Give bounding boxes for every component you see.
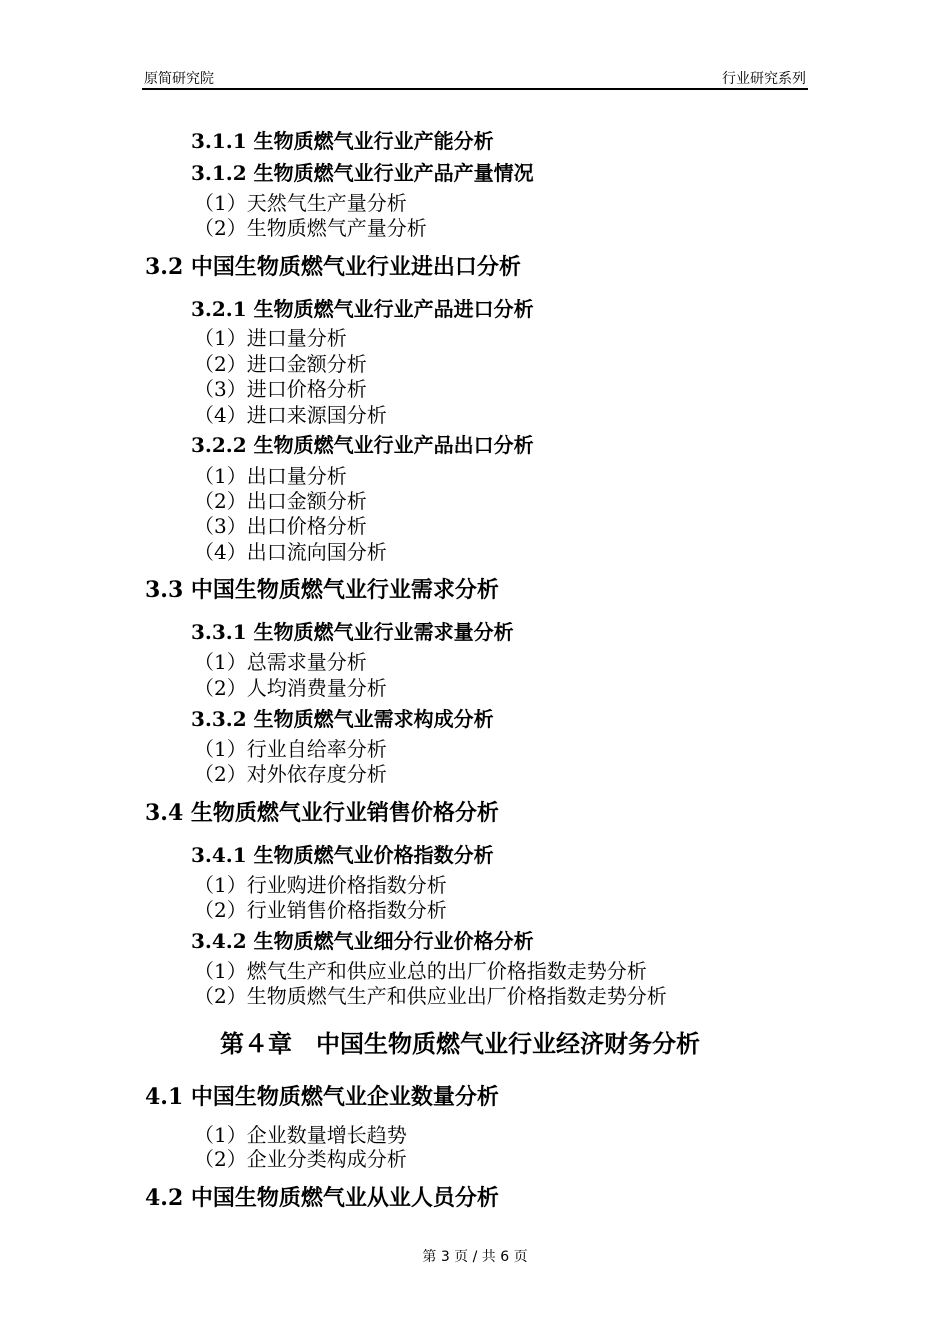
- toc-heading-3-4-2: 3.4.2 生物质燃气业细分行业价格分析: [191, 929, 534, 953]
- toc-chapter-4: 第４章 中国生物质燃气业行业经济财务分析: [220, 1029, 700, 1058]
- toc-item: （1）总需求量分析: [194, 650, 367, 674]
- toc-section-4-1: 4.1 中国生物质燃气业企业数量分析: [145, 1084, 499, 1110]
- toc-heading-3-3-1: 3.3.1 生物质燃气业行业需求量分析: [191, 620, 514, 644]
- toc-item: （1）行业购进价格指数分析: [194, 873, 447, 897]
- toc-heading-3-1-2: 3.1.2 生物质燃气业行业产品产量情况: [191, 161, 534, 185]
- toc-heading-3-2-1: 3.2.1 生物质燃气业行业产品进口分析: [191, 297, 534, 321]
- toc-item: （4）进口来源国分析: [194, 403, 387, 427]
- page-header: [142, 66, 808, 90]
- toc-heading-3-3-2: 3.3.2 生物质燃气业需求构成分析: [191, 707, 494, 731]
- toc-item: （2）企业分类构成分析: [194, 1147, 407, 1171]
- toc-item: （2）生物质燃气产量分析: [194, 216, 427, 240]
- toc-item: （2）人均消费量分析: [194, 676, 387, 700]
- toc-item: （4）出口流向国分析: [194, 540, 387, 564]
- toc-item: （1）行业自给率分析: [194, 737, 387, 761]
- header-series: 行业研究系列: [722, 71, 806, 87]
- toc-item: （1）燃气生产和供应业总的出厂价格指数走势分析: [194, 959, 647, 983]
- toc-section-3-4: 3.4 生物质燃气业行业销售价格分析: [145, 800, 499, 826]
- toc-item: （1）进口量分析: [194, 326, 347, 350]
- toc-item: （2）行业销售价格指数分析: [194, 898, 447, 922]
- toc-item: （2）进口金额分析: [194, 352, 367, 376]
- toc-item: （1）天然气生产量分析: [194, 191, 407, 215]
- toc-item: （2）生物质燃气生产和供应业出厂价格指数走势分析: [194, 984, 667, 1008]
- toc-heading-3-2-2: 3.2.2 生物质燃气业行业产品出口分析: [191, 433, 534, 457]
- toc-section-3-2: 3.2 中国生物质燃气业行业进出口分析: [145, 254, 521, 280]
- toc-section-3-3: 3.3 中国生物质燃气业行业需求分析: [145, 577, 499, 603]
- toc-item: （1）出口量分析: [194, 464, 347, 488]
- header-org: 原简研究院: [144, 71, 214, 87]
- toc-section-4-2: 4.2 中国生物质燃气业从业人员分析: [145, 1185, 499, 1211]
- toc-item: （3）进口价格分析: [194, 377, 367, 401]
- toc-heading-3-4-1: 3.4.1 生物质燃气业价格指数分析: [191, 843, 494, 867]
- toc-item: （3）出口价格分析: [194, 514, 367, 538]
- toc-item: （2）出口金额分析: [194, 489, 367, 513]
- toc-item: （1）企业数量增长趋势: [194, 1123, 407, 1147]
- toc-item: （2）对外依存度分析: [194, 762, 387, 786]
- page-number: 第 3 页 / 共 6 页: [422, 1249, 528, 1265]
- toc-heading-3-1-1: 3.1.1 生物质燃气业行业产能分析: [191, 129, 494, 153]
